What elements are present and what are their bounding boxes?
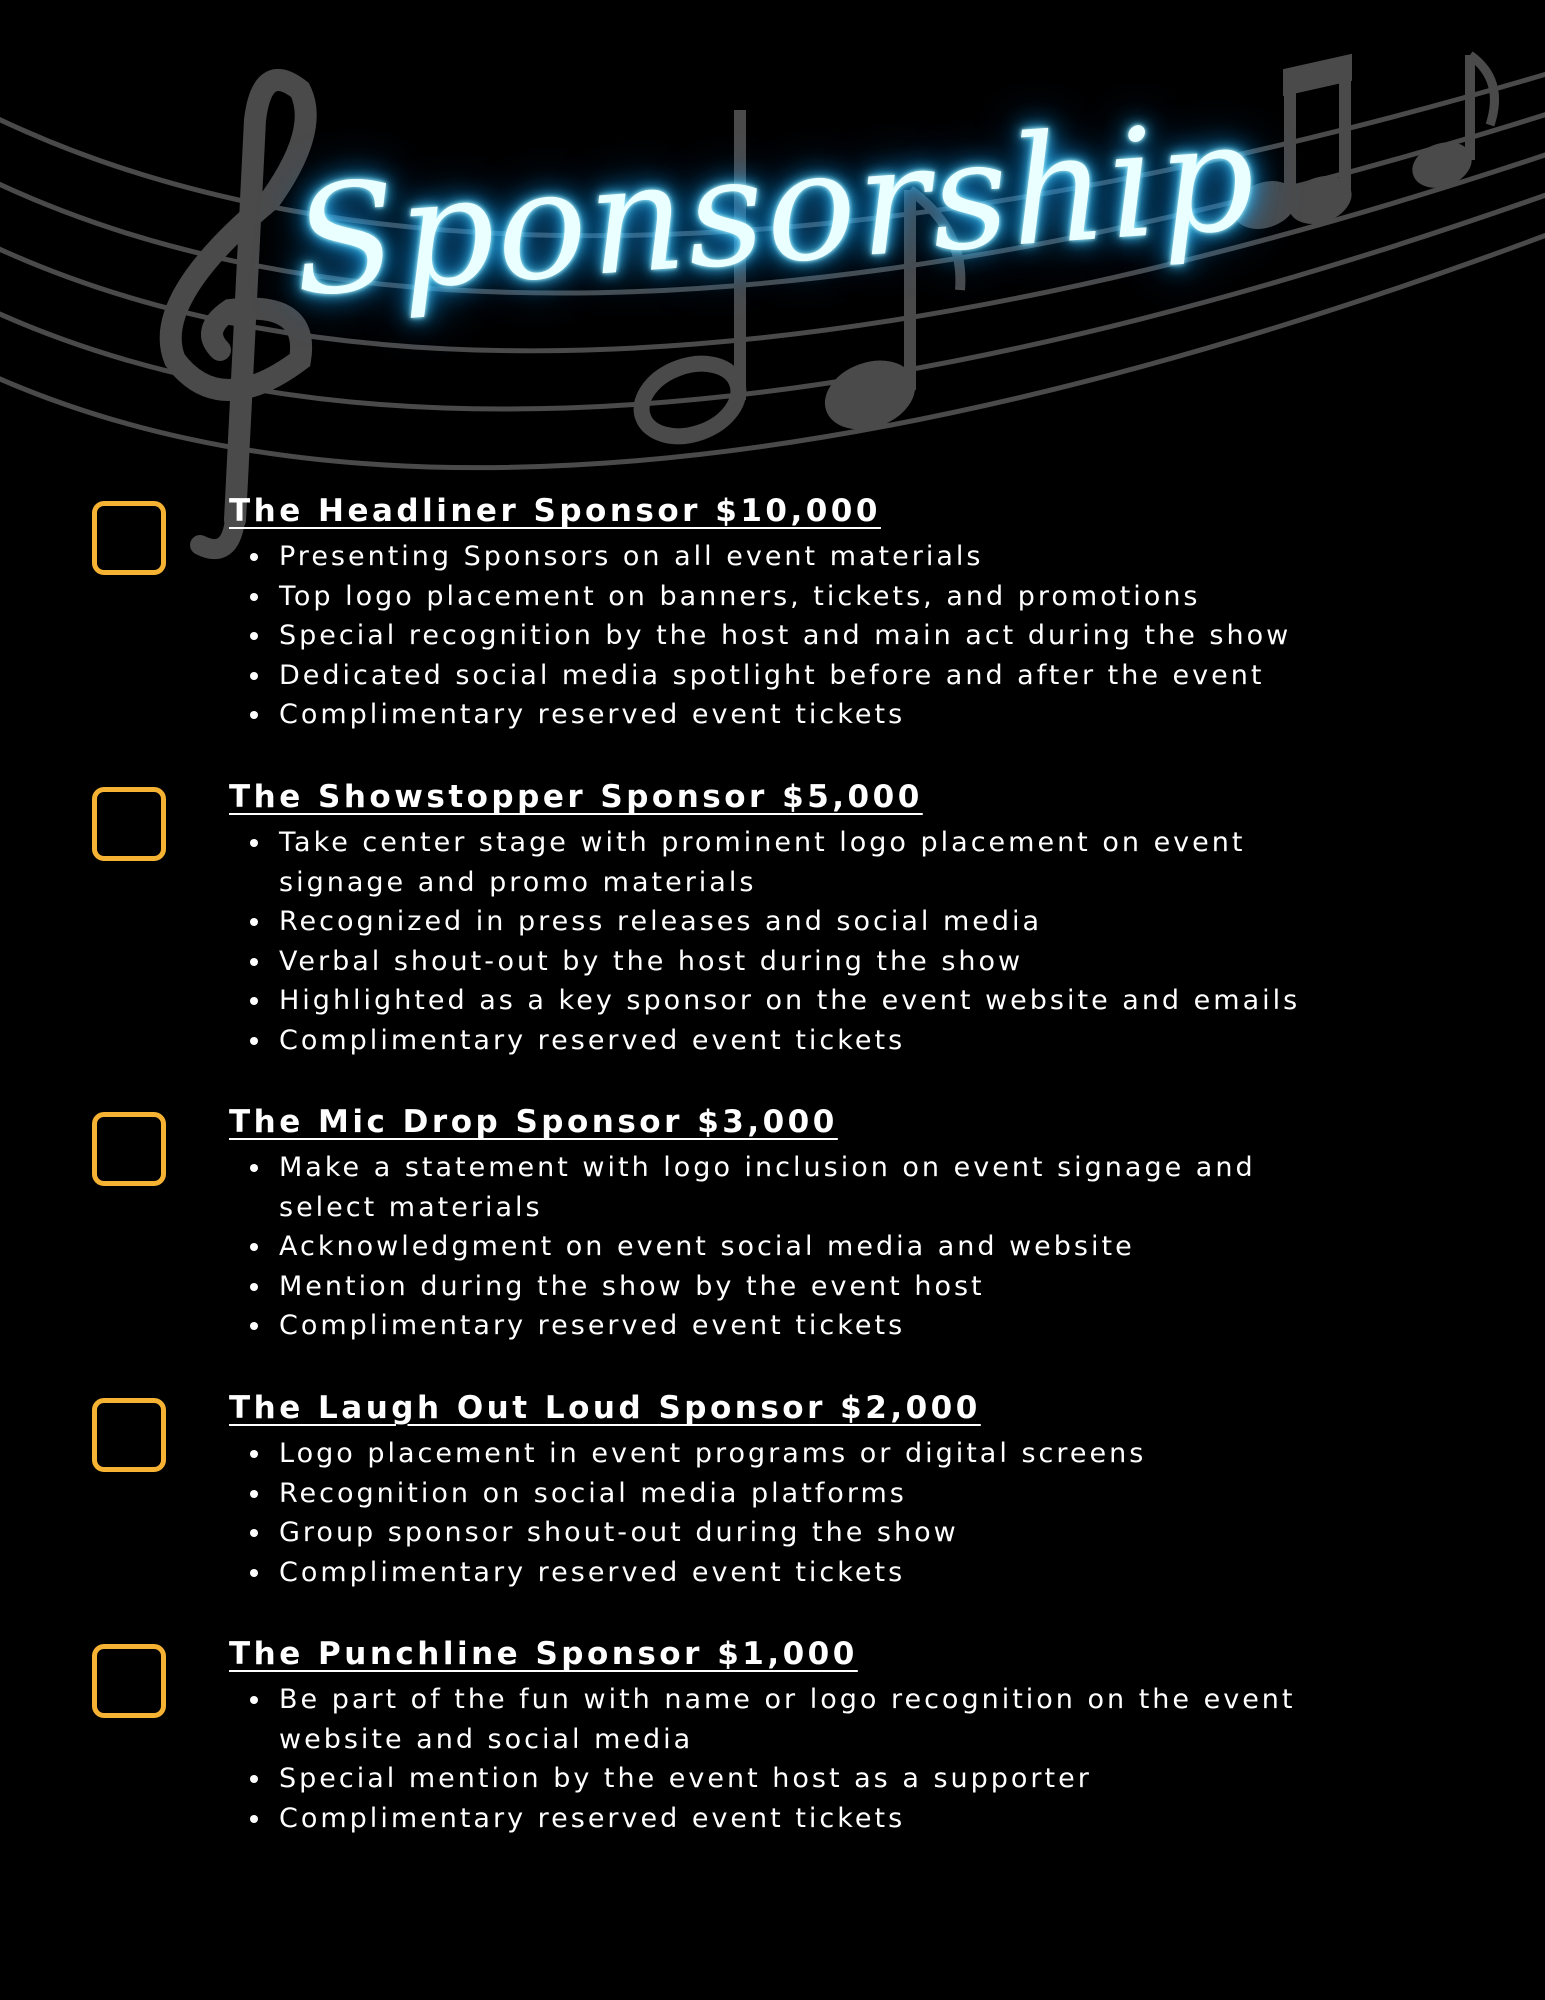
checkbox-icon[interactable] (92, 1398, 166, 1472)
list-item: Complimentary reserved event tickets (229, 695, 1429, 735)
checkbox-icon[interactable] (92, 501, 166, 575)
list-item: Special recognition by the host and main act during the show (229, 616, 1429, 656)
benefit-list (229, 1148, 1429, 1346)
list-item: Group sponsor shout-out during the show (229, 1513, 1429, 1553)
list-item: Highlighted as a key sponsor on the event website and emails (229, 981, 1429, 1021)
list-item: Recognized in press releases and social media (229, 902, 1429, 942)
list-item: Special mention by the event host as a supporter (229, 1759, 1429, 1799)
list-item: Complimentary reserved event tickets (229, 1799, 1429, 1839)
list-item: Take center stage with prominent logo placement on event signage and promo materials (229, 823, 1429, 902)
list-item: Mention during the show by the event host (229, 1267, 1429, 1307)
list-item: Recognition on social media platforms (229, 1474, 1429, 1514)
list-item: Verbal shout-out by the host during the show (229, 942, 1429, 982)
tier-heading: The Punchline Sponsor $1,000 (229, 1636, 858, 1672)
list-item: Complimentary reserved event tickets (229, 1306, 1429, 1346)
tier-heading: The Laugh Out Loud Sponsor $2,000 (229, 1390, 981, 1426)
benefit-list (229, 1434, 1429, 1592)
list-item: Acknowledgment on event social media and website (229, 1227, 1429, 1267)
list-item: Top logo placement on banners, tickets, and promotions (229, 577, 1429, 617)
checkbox-icon[interactable] (92, 787, 166, 861)
list-item: Make a statement with logo inclusion on event signage and select materials (229, 1148, 1429, 1227)
checkbox-icon[interactable] (92, 1644, 166, 1718)
tier-heading: The Headliner Sponsor $10,000 (229, 493, 881, 529)
benefit-list (229, 1680, 1429, 1838)
checkbox-icon[interactable] (92, 1112, 166, 1186)
list-item: Complimentary reserved event tickets (229, 1021, 1429, 1061)
tier-heading: The Mic Drop Sponsor $3,000 (229, 1104, 838, 1140)
tier-heading: The Showstopper Sponsor $5,000 (229, 779, 923, 815)
list-item: Logo placement in event programs or digital screens (229, 1434, 1429, 1474)
list-item: Complimentary reserved event tickets (229, 1553, 1429, 1593)
page-title: Sponsorship (287, 89, 1263, 331)
benefit-list (229, 537, 1429, 735)
list-item: Dedicated social media spotlight before and after the event (229, 656, 1429, 696)
list-item: Be part of the fun with name or logo recognition on the event website and social media (229, 1680, 1429, 1759)
benefit-list (229, 823, 1429, 1060)
list-item: Presenting Sponsors on all event materials (229, 537, 1429, 577)
